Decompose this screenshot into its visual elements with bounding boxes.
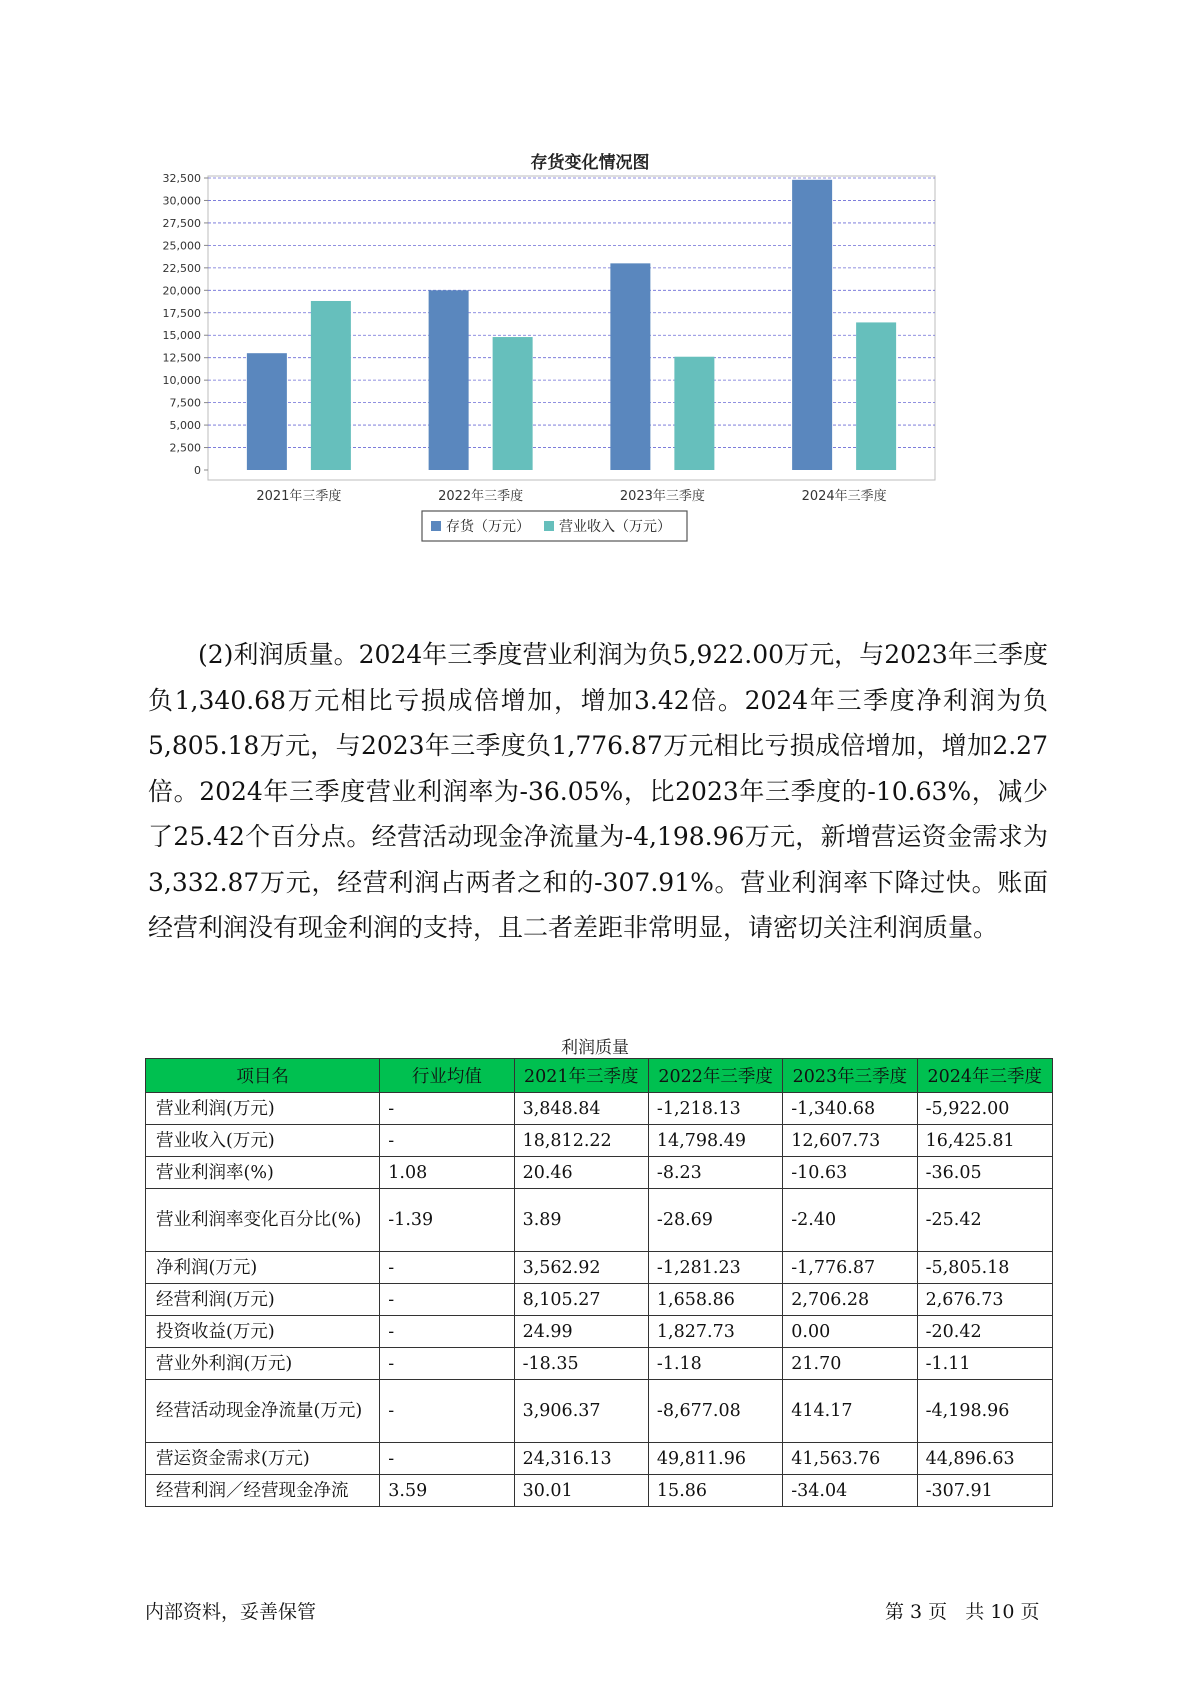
table-row <box>146 1093 1053 1125</box>
value-cell: 1,827.73 <box>648 1316 782 1348</box>
row-label-cell: 投资收益(万元) <box>146 1316 380 1348</box>
row-label-cell: 经营利润(万元) <box>146 1284 380 1316</box>
y-tick-label: 0 <box>194 464 201 477</box>
inventory-bar-chart <box>140 140 1040 600</box>
row-label-cell: 营业外利润(万元) <box>146 1348 380 1380</box>
value-cell: 3.59 <box>380 1475 514 1507</box>
value-cell: - <box>380 1125 514 1157</box>
y-tick-label: 10,000 <box>162 374 201 388</box>
y-tick-label: 30,000 <box>162 194 201 208</box>
table-caption: 利润质量 <box>561 1038 629 1058</box>
value-cell: - <box>380 1316 514 1348</box>
table-row <box>146 1475 1053 1507</box>
table-row <box>146 1189 1053 1252</box>
value-cell: 16,425.81 <box>917 1125 1052 1157</box>
y-tick-label: 15,000 <box>162 329 201 343</box>
row-label-cell: 营业利润率变化百分比(%) <box>146 1189 380 1252</box>
value-cell: -4,198.96 <box>917 1380 1052 1443</box>
chart-title: 存货变化情况图 <box>530 153 650 173</box>
table-row <box>146 1348 1053 1380</box>
value-cell: -1,340.68 <box>783 1093 917 1125</box>
value-cell: - <box>380 1093 514 1125</box>
bar-revenue <box>311 301 351 470</box>
y-tick-label: 5,000 <box>169 419 201 433</box>
legend-swatch <box>431 521 441 531</box>
value-cell: -5,922.00 <box>917 1093 1052 1125</box>
value-cell: - <box>380 1380 514 1443</box>
x-tick-label: 2022年三季度 <box>438 489 524 504</box>
table-row <box>146 1443 1053 1475</box>
y-tick-label: 22,500 <box>162 261 201 275</box>
value-cell: -28.69 <box>648 1189 782 1252</box>
value-cell: -1,776.87 <box>783 1252 917 1284</box>
value-cell: -2.40 <box>783 1189 917 1252</box>
table-row <box>146 1284 1053 1316</box>
value-cell: 8,105.27 <box>514 1284 648 1316</box>
value-cell: 1,658.86 <box>648 1284 782 1316</box>
value-cell: -8.23 <box>648 1157 782 1189</box>
value-cell: -36.05 <box>917 1157 1052 1189</box>
y-tick-label: 20,000 <box>162 284 201 298</box>
row-label-cell: 营业利润(万元) <box>146 1093 380 1125</box>
value-cell: 30.01 <box>514 1475 648 1507</box>
row-label-cell: 营业收入(万元) <box>146 1125 380 1157</box>
value-cell: - <box>380 1284 514 1316</box>
value-cell: -18.35 <box>514 1348 648 1380</box>
value-cell: -1.11 <box>917 1348 1052 1380</box>
y-tick-label: 32,500 <box>162 172 201 185</box>
y-tick-label: 7,500 <box>169 396 201 410</box>
value-cell: -1.18 <box>648 1348 782 1380</box>
header-cell: 行业均值 <box>380 1059 514 1093</box>
value-cell: - <box>380 1443 514 1475</box>
value-cell: -8,677.08 <box>648 1380 782 1443</box>
bar-inventory <box>247 353 287 470</box>
value-cell: -1.39 <box>380 1189 514 1252</box>
value-cell: 12,607.73 <box>783 1125 917 1157</box>
table-header-row <box>146 1059 1053 1093</box>
value-cell: 24.99 <box>514 1316 648 1348</box>
value-cell: -25.42 <box>917 1189 1052 1252</box>
header-cell: 2022年三季度 <box>648 1059 782 1093</box>
table-row <box>146 1316 1053 1348</box>
header-cell: 2024年三季度 <box>917 1059 1052 1093</box>
bar-revenue <box>493 337 533 470</box>
bar-inventory <box>429 290 469 470</box>
table-row <box>146 1125 1053 1157</box>
bar-revenue <box>856 322 896 470</box>
value-cell: - <box>380 1348 514 1380</box>
value-cell: 14,798.49 <box>648 1125 782 1157</box>
y-tick-label: 17,500 <box>162 306 201 320</box>
value-cell: 2,676.73 <box>917 1284 1052 1316</box>
inventory-chart <box>140 140 1040 600</box>
bar-inventory <box>610 263 650 470</box>
value-cell: 3.89 <box>514 1189 648 1252</box>
value-cell: -10.63 <box>783 1157 917 1189</box>
legend-swatch <box>544 521 554 531</box>
value-cell: -307.91 <box>917 1475 1052 1507</box>
y-tick-label: 25,000 <box>162 239 201 253</box>
value-cell: 15.86 <box>648 1475 782 1507</box>
bar-inventory <box>792 180 832 470</box>
header-cell: 2021年三季度 <box>514 1059 648 1093</box>
value-cell: 41,563.76 <box>783 1443 917 1475</box>
value-cell: 44,896.63 <box>917 1443 1052 1475</box>
table-row <box>146 1157 1053 1189</box>
row-label-cell: 经营活动现金净流量(万元) <box>146 1380 380 1443</box>
value-cell: 3,562.92 <box>514 1252 648 1284</box>
legend-label: 存货（万元） <box>446 519 530 535</box>
value-cell: -1,281.23 <box>648 1252 782 1284</box>
x-tick-label: 2023年三季度 <box>619 489 705 504</box>
value-cell: 49,811.96 <box>648 1443 782 1475</box>
footer-page-number: 第 3 页 共 10 页 <box>885 1601 1040 1623</box>
profit-quality-table <box>145 1058 1053 1507</box>
row-label-cell: 经营利润／经营现金净流 <box>146 1475 380 1507</box>
x-tick-label: 2021年三季度 <box>256 489 342 504</box>
value-cell: 1.08 <box>380 1157 514 1189</box>
value-cell: - <box>380 1252 514 1284</box>
value-cell: 2,706.28 <box>783 1284 917 1316</box>
header-cell: 2023年三季度 <box>783 1059 917 1093</box>
row-label-cell: 营运资金需求(万元) <box>146 1443 380 1475</box>
table-row <box>146 1252 1053 1284</box>
value-cell: 24,316.13 <box>514 1443 648 1475</box>
value-cell: -20.42 <box>917 1316 1052 1348</box>
row-label-cell: 营业利润率(%) <box>146 1157 380 1189</box>
value-cell: 414.17 <box>783 1380 917 1443</box>
y-tick-label: 2,500 <box>169 441 201 455</box>
value-cell: 0.00 <box>783 1316 917 1348</box>
row-label-cell: 净利润(万元) <box>146 1252 380 1284</box>
x-tick-label: 2024年三季度 <box>801 489 887 504</box>
value-cell: 21.70 <box>783 1348 917 1380</box>
value-cell: 20.46 <box>514 1157 648 1189</box>
value-cell: -5,805.18 <box>917 1252 1052 1284</box>
y-tick-label: 12,500 <box>162 351 201 365</box>
value-cell: 18,812.22 <box>514 1125 648 1157</box>
header-cell: 项目名 <box>146 1059 380 1093</box>
value-cell: 3,848.84 <box>514 1093 648 1125</box>
legend-label: 营业收入（万元） <box>559 519 671 535</box>
table-row <box>146 1380 1053 1443</box>
y-tick-label: 27,500 <box>162 216 201 230</box>
profit-quality-paragraph: (2)利润质量。2024年三季度营业利润为负5,922.00万元，与2023年三季度负1,340.68万元相比亏损成倍增加，增加3.42倍。2024年三季度净利润为负5,805.18万元，与2023年三季度负1,776.87万元相比亏损成倍增加，增加2.27倍。2024年三季度营业利润率为-36.05%，比2023年三季度的-10.63%，减少了25.42个百分点。经营活动现金净流量为-4,198.96万元，新增营运资金需求为3,332.87万元，经营利润占两者之和的-307.91%。营业利润率下降过快。账面经营利润没有现金利润的支持，且二者差距非常明显，请密切关注利润质量。 <box>148 640 1048 942</box>
value-cell: -34.04 <box>783 1475 917 1507</box>
footer-confidential-note: 内部资料，妥善保管 <box>145 1601 317 1623</box>
bar-revenue <box>674 357 714 470</box>
value-cell: 3,906.37 <box>514 1380 648 1443</box>
value-cell: -1,218.13 <box>648 1093 782 1125</box>
